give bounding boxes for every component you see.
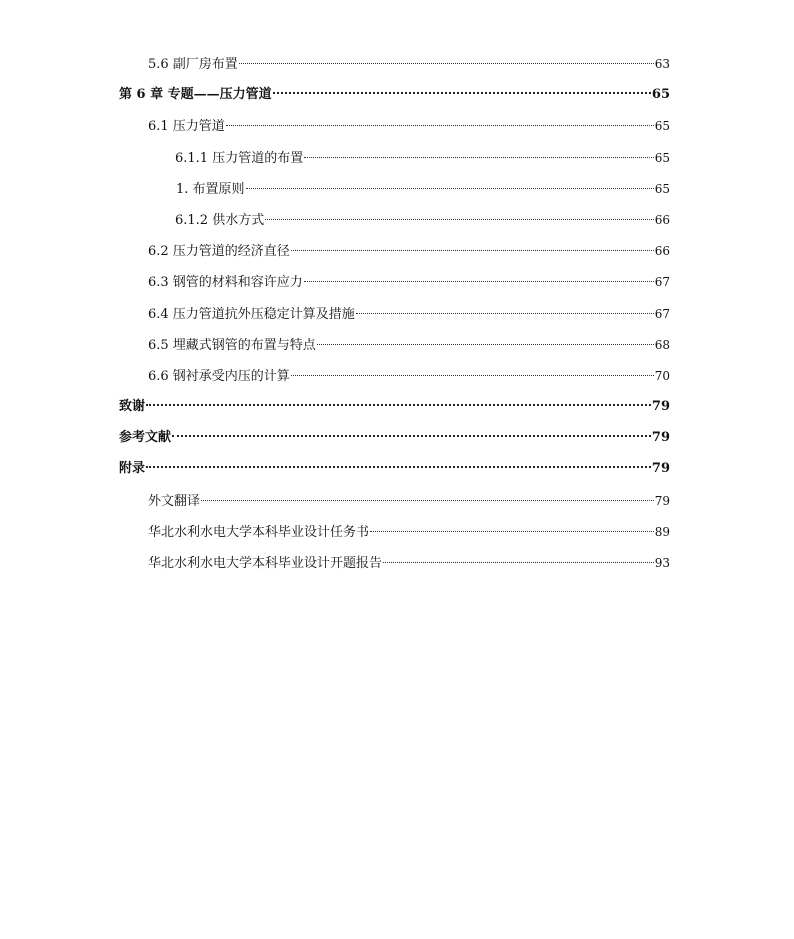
toc-leader-dots [201, 500, 654, 501]
toc-entry-title: 6.4 压力管道抗外压稳定计算及措施 [148, 306, 355, 322]
toc-entry-page: 70 [654, 368, 670, 383]
toc-entry-6-1-1[interactable] [119, 147, 670, 178]
toc-leader-dots [239, 63, 654, 64]
toc-entry-6-4[interactable] [119, 303, 670, 334]
toc-entry-title: 1. 布置原则 [176, 181, 245, 197]
toc-entry-title: 5.6 副厂房布置 [148, 57, 238, 72]
toc-leader-dots [356, 313, 654, 314]
toc-entry-title: 6.1.1 压力管道的布置 [175, 150, 304, 166]
toc-leader-dots [291, 250, 654, 251]
toc-entry-title: 华北水利水电大学本科毕业设计任务书 [148, 524, 370, 540]
toc-entry-title: 6.1 压力管道 [148, 119, 225, 135]
toc-entry-page: 67 [654, 306, 670, 321]
table-of-contents [119, 53, 670, 583]
toc-entry-page: 68 [654, 337, 670, 352]
toc-entry-5-6[interactable] [119, 53, 670, 84]
toc-entry-title: 6.5 埋藏式钢管的布置与特点 [148, 337, 316, 353]
toc-leader-dots [226, 125, 654, 126]
toc-entry-chapter-6[interactable] [119, 84, 670, 115]
toc-entry-acknowledgements[interactable] [119, 396, 670, 427]
toc-entry-title: 6.2 压力管道的经济直径 [148, 244, 290, 260]
toc-leader-dots [172, 435, 651, 437]
toc-leader-dots [304, 157, 654, 158]
toc-entry-6-1[interactable] [119, 115, 670, 146]
toc-entry-title: 致谢 [119, 399, 146, 415]
toc-leader-dots [273, 92, 651, 94]
toc-entry-page: 65 [651, 87, 670, 103]
toc-entry-page: 93 [654, 556, 670, 570]
toc-leader-dots [265, 219, 654, 220]
toc-entry-page: 65 [654, 181, 670, 196]
toc-entry-6-3[interactable] [119, 271, 670, 302]
toc-entry-task-book[interactable] [119, 521, 670, 552]
toc-entry-page: 65 [654, 150, 670, 165]
toc-entry-title: 外文翻译 [148, 493, 201, 509]
toc-leader-dots [370, 531, 654, 532]
toc-entry-title: 6.1.2 供水方式 [175, 212, 265, 228]
toc-entry-page: 65 [654, 119, 670, 134]
toc-entry-proposal-report[interactable] [119, 552, 670, 583]
toc-leader-dots [317, 344, 654, 345]
toc-entry-page: 66 [654, 244, 670, 259]
toc-entry-references[interactable] [119, 427, 670, 458]
toc-entry-6-6[interactable] [119, 365, 670, 396]
toc-entry-title: 6.6 钢衬承受内压的计算 [148, 368, 290, 384]
toc-entry-page: 79 [651, 430, 670, 446]
toc-entry-page: 79 [654, 493, 670, 508]
toc-entry-title: 附录 [119, 461, 146, 477]
toc-entry-title: 第 6 章 专题——压力管道 [119, 87, 272, 103]
toc-entry-appendix[interactable] [119, 458, 670, 489]
toc-leader-dots [246, 188, 654, 189]
toc-entry-page: 79 [651, 399, 670, 415]
toc-entry-6-1-2[interactable] [119, 209, 670, 240]
toc-entry-title: 6.3 钢管的材料和容许应力 [148, 275, 303, 291]
toc-entry-page: 89 [654, 524, 670, 539]
toc-leader-dots [304, 281, 654, 282]
toc-entry-title: 参考文献 [119, 430, 172, 446]
toc-entry-title: 华北水利水电大学本科毕业设计开题报告 [148, 556, 383, 571]
toc-leader-dots [146, 404, 651, 406]
toc-entry-6-2[interactable] [119, 240, 670, 271]
toc-entry-page: 63 [654, 57, 670, 71]
toc-entry-page: 67 [654, 275, 670, 290]
toc-entry-6-5[interactable] [119, 334, 670, 365]
toc-entry-foreign-translation[interactable] [119, 490, 670, 521]
toc-entry-layout-principles[interactable] [119, 178, 670, 209]
toc-entry-page: 79 [651, 461, 670, 477]
toc-entry-page: 66 [654, 212, 670, 227]
toc-leader-dots [383, 562, 654, 563]
toc-leader-dots [146, 466, 651, 468]
toc-leader-dots [291, 375, 654, 376]
